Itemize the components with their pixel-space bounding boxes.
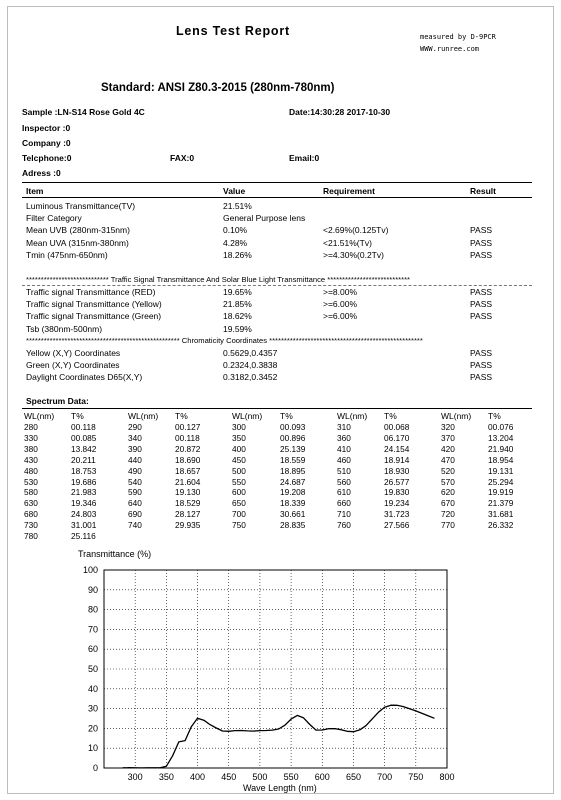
spectrum-col-header: T% bbox=[384, 411, 397, 421]
transmittance-cell: 00.118 bbox=[71, 422, 96, 432]
transmittance-cell: 24.154 bbox=[384, 443, 410, 454]
cell-result: PASS bbox=[470, 287, 493, 297]
transmittance-cell: 18.914 bbox=[384, 454, 410, 465]
y-tick-label: 70 bbox=[87, 624, 98, 635]
transmittance-cell: 19.686 bbox=[71, 476, 97, 487]
cell-result: PASS bbox=[470, 225, 493, 236]
y-tick-label: 10 bbox=[87, 743, 98, 754]
wavelength-cell: 420 bbox=[441, 443, 455, 454]
cell-item: Filter Category bbox=[26, 213, 82, 224]
transmittance-cell: 31.681 bbox=[488, 509, 514, 520]
transmittance-cell: 19.130 bbox=[175, 487, 201, 498]
col-header-requirement: Requirement bbox=[323, 186, 375, 196]
x-tick-label: 300 bbox=[127, 772, 143, 782]
cell-result: PASS bbox=[470, 237, 493, 248]
cell-item: Traffic signal Transmittance (Yellow) bbox=[26, 299, 162, 310]
transmittance-cell: 00.093 bbox=[280, 422, 306, 432]
wavelength-cell: 580 bbox=[24, 487, 38, 498]
website-label: WWW.runree.com bbox=[420, 45, 480, 53]
wavelength-cell: 650 bbox=[232, 498, 246, 509]
wavelength-cell: 370 bbox=[441, 432, 455, 443]
col-header-item: Item bbox=[26, 186, 44, 196]
transmittance-cell: 18.895 bbox=[280, 465, 306, 476]
transmittance-cell: 00.127 bbox=[175, 422, 201, 432]
transmittance-cell: 28.835 bbox=[280, 520, 306, 531]
spectrum-col-header: WL(nm) bbox=[337, 411, 368, 421]
wavelength-cell: 550 bbox=[232, 476, 246, 487]
wavelength-cell: 380 bbox=[24, 443, 38, 454]
spectrum-col-header: WL(nm) bbox=[24, 411, 55, 421]
transmittance-cell: 27.566 bbox=[384, 520, 410, 531]
spectrum-title: Spectrum Data: bbox=[26, 396, 89, 406]
spectrum-col-header: T% bbox=[175, 411, 188, 421]
cell-result: PASS bbox=[470, 348, 493, 358]
wavelength-cell: 390 bbox=[128, 443, 142, 454]
cell-item: Tsb (380nm-500nm) bbox=[26, 323, 103, 334]
wavelength-cell: 500 bbox=[232, 465, 246, 476]
wavelength-cell: 570 bbox=[441, 476, 455, 487]
wavelength-cell: 780 bbox=[24, 531, 38, 542]
chromaticity-section-header: **************************************************** Chromaticity Coordinates **************************************************** bbox=[26, 336, 423, 345]
x-tick-label: 750 bbox=[408, 772, 424, 782]
cell-item: Luminous Transmittance(TV) bbox=[26, 201, 136, 211]
transmittance-cell: 18.954 bbox=[488, 454, 514, 465]
cell-result: PASS bbox=[470, 311, 493, 322]
cell-item: Daylight Coordinates D65(X,Y) bbox=[26, 372, 143, 383]
date-field: Date:14:30:28 2017-10-30 bbox=[289, 107, 391, 117]
y-tick-label: 80 bbox=[87, 604, 98, 615]
x-tick-label: 800 bbox=[439, 772, 455, 782]
transmittance-cell: 18.529 bbox=[175, 498, 201, 509]
cell-result: PASS bbox=[470, 360, 493, 371]
wavelength-cell: 640 bbox=[128, 498, 142, 509]
telephone-field: Telcphone:0 bbox=[22, 153, 72, 163]
cell-result: PASS bbox=[470, 372, 493, 383]
cell-item: Traffic signal Transmittance (Green) bbox=[26, 311, 162, 322]
y-tick-label: 40 bbox=[87, 683, 98, 694]
x-tick-label: 550 bbox=[283, 772, 299, 782]
cell-value: 21.85% bbox=[223, 299, 252, 310]
transmittance-cell: 31.723 bbox=[384, 509, 410, 520]
wavelength-cell: 670 bbox=[441, 498, 455, 509]
transmittance-cell: 13.842 bbox=[71, 443, 97, 454]
transmittance-cell: 00.896 bbox=[280, 432, 306, 443]
transmittance-cell: 06.170 bbox=[384, 432, 410, 443]
x-tick-label: 600 bbox=[314, 772, 330, 782]
wavelength-cell: 440 bbox=[128, 454, 142, 465]
cell-value: 0.3182,0.3452 bbox=[223, 372, 278, 383]
transmittance-cell: 18.690 bbox=[175, 454, 201, 465]
wavelength-cell: 300 bbox=[232, 422, 246, 432]
cell-result: PASS bbox=[470, 299, 493, 310]
wavelength-cell: 490 bbox=[128, 465, 142, 476]
transmittance-cell: 21.604 bbox=[175, 476, 201, 487]
transmittance-cell: 19.131 bbox=[488, 465, 514, 476]
wavelength-cell: 410 bbox=[337, 443, 351, 454]
transmittance-cell: 00.085 bbox=[71, 432, 97, 443]
cell-item: Tmin (475nm-650nm) bbox=[26, 249, 108, 260]
transmittance-cell: 21.940 bbox=[488, 443, 514, 454]
wavelength-cell: 770 bbox=[441, 520, 455, 531]
transmittance-cell: 31.001 bbox=[71, 520, 97, 531]
spectrum-col-header: T% bbox=[280, 411, 293, 421]
transmittance-cell: 29.935 bbox=[175, 520, 201, 531]
cell-item: Mean UVA (315nm-380nm) bbox=[26, 237, 129, 248]
transmittance-cell: 20.872 bbox=[175, 443, 201, 454]
y-tick-label: 20 bbox=[87, 723, 98, 734]
transmittance-cell: 21.379 bbox=[488, 498, 514, 509]
cell-value: 21.51% bbox=[223, 201, 252, 211]
wavelength-cell: 620 bbox=[441, 487, 455, 498]
report-title: Lens Test Report bbox=[176, 24, 290, 38]
transmittance-cell: 18.753 bbox=[71, 465, 97, 476]
wavelength-cell: 330 bbox=[24, 432, 38, 443]
col-header-value: Value bbox=[223, 186, 246, 196]
measured-by-label: measured by D-9PCR bbox=[420, 33, 496, 41]
transmittance-cell: 18.657 bbox=[175, 465, 201, 476]
spectrum-col-header: T% bbox=[488, 411, 501, 421]
y-tick-label: 30 bbox=[87, 703, 98, 714]
wavelength-cell: 510 bbox=[337, 465, 351, 476]
transmittance-cell: 28.127 bbox=[175, 509, 201, 520]
y-tick-label: 100 bbox=[82, 565, 98, 575]
wavelength-cell: 280 bbox=[24, 422, 38, 432]
x-tick-label: 350 bbox=[158, 772, 174, 782]
address-field: Adress :0 bbox=[22, 168, 61, 178]
transmittance-cell: 00.118 bbox=[175, 432, 200, 443]
transmittance-cell: 26.332 bbox=[488, 520, 514, 531]
transmittance-cell: 18.559 bbox=[280, 454, 306, 465]
cell-value: General Purpose lens bbox=[223, 213, 306, 224]
x-tick-label: 450 bbox=[221, 772, 237, 782]
transmittance-cell: 21.983 bbox=[71, 487, 97, 498]
cell-value: 19.59% bbox=[223, 323, 252, 334]
transmittance-cell: 25.294 bbox=[488, 476, 514, 487]
wavelength-cell: 540 bbox=[128, 476, 142, 487]
transmittance-cell: 00.076 bbox=[488, 422, 514, 432]
inspector-field: Inspector :0 bbox=[22, 123, 71, 133]
wavelength-cell: 320 bbox=[441, 422, 455, 432]
y-tick-label: 0 bbox=[92, 763, 98, 773]
transmittance-cell: 19.830 bbox=[384, 487, 410, 498]
cell-req: >=8.00% bbox=[323, 287, 358, 297]
y-axis-label: Transmittance (%) bbox=[78, 549, 152, 559]
transmittance-cell: 24.687 bbox=[280, 476, 306, 487]
spectrum-col-header: WL(nm) bbox=[441, 411, 472, 421]
transmittance-cell: 20.211 bbox=[71, 454, 96, 465]
wavelength-cell: 740 bbox=[128, 520, 142, 531]
wavelength-cell: 590 bbox=[128, 487, 142, 498]
wavelength-cell: 630 bbox=[24, 498, 38, 509]
wavelength-cell: 600 bbox=[232, 487, 246, 498]
x-tick-label: 400 bbox=[190, 772, 206, 782]
cell-req: >=6.00% bbox=[323, 311, 358, 322]
transmittance-cell: 13.204 bbox=[488, 432, 514, 443]
x-tick-label: 500 bbox=[252, 772, 268, 782]
wavelength-cell: 470 bbox=[441, 454, 455, 465]
transmittance-cell: 26.577 bbox=[384, 476, 410, 487]
wavelength-cell: 480 bbox=[24, 465, 38, 476]
transmittance-cell: 19.234 bbox=[384, 498, 410, 509]
x-tick-label: 650 bbox=[345, 772, 361, 782]
transmittance-cell: 25.116 bbox=[71, 531, 96, 542]
traffic-section-header: **************************** Traffic Signal Transmittance And Solar Blue Light Transmittance **************************** bbox=[26, 275, 410, 284]
y-tick-label: 90 bbox=[87, 584, 98, 595]
transmittance-cell: 19.346 bbox=[71, 498, 97, 509]
wavelength-cell: 350 bbox=[232, 432, 246, 443]
wavelength-cell: 340 bbox=[128, 432, 142, 443]
spectrum-col-header: WL(nm) bbox=[128, 411, 159, 421]
wavelength-cell: 610 bbox=[337, 487, 351, 498]
wavelength-cell: 430 bbox=[24, 454, 38, 465]
transmittance-cell: 19.208 bbox=[280, 487, 306, 498]
wavelength-cell: 450 bbox=[232, 454, 246, 465]
cell-item: Mean UVB (280nm-315nm) bbox=[26, 225, 130, 236]
wavelength-cell: 680 bbox=[24, 509, 38, 520]
wavelength-cell: 690 bbox=[128, 509, 142, 520]
cell-req: >=4.30%(0.2Tv) bbox=[323, 249, 384, 260]
cell-item: Traffic signal Transmittance (RED) bbox=[26, 287, 156, 297]
y-tick-label: 50 bbox=[87, 664, 98, 674]
wavelength-cell: 310 bbox=[337, 422, 351, 432]
wavelength-cell: 750 bbox=[232, 520, 246, 531]
col-header-result: Result bbox=[470, 186, 496, 196]
wavelength-cell: 460 bbox=[337, 454, 351, 465]
cell-result: PASS bbox=[470, 249, 493, 260]
cell-req: <2.69%(0.125Tv) bbox=[323, 225, 389, 236]
cell-item: Green (X,Y) Coordinates bbox=[26, 360, 120, 371]
wavelength-cell: 730 bbox=[24, 520, 38, 531]
cell-value: 0.5629,0.4357 bbox=[223, 348, 278, 358]
wavelength-cell: 520 bbox=[441, 465, 455, 476]
wavelength-cell: 560 bbox=[337, 476, 351, 487]
transmittance-cell: 18.930 bbox=[384, 465, 410, 476]
wavelength-cell: 710 bbox=[337, 509, 351, 520]
transmittance-cell: 25.139 bbox=[280, 443, 306, 454]
fax-field: FAX:0 bbox=[170, 153, 195, 163]
transmittance-cell: 00.068 bbox=[384, 422, 410, 432]
cell-value: 0.2324,0.3838 bbox=[223, 360, 278, 371]
sample-field: Sample :LN-S14 Rose Gold 4C bbox=[22, 107, 145, 117]
cell-item: Yellow (X,Y) Coordinates bbox=[26, 348, 121, 358]
wavelength-cell: 760 bbox=[337, 520, 351, 531]
x-tick-label: 700 bbox=[377, 772, 393, 782]
standard-heading: Standard: ANSI Z80.3-2015 (280nm-780nm) bbox=[101, 82, 335, 94]
transmittance-cell: 19.919 bbox=[488, 487, 514, 498]
cell-req: >=6.00% bbox=[323, 299, 358, 310]
wavelength-cell: 400 bbox=[232, 443, 246, 454]
wavelength-cell: 530 bbox=[24, 476, 38, 487]
wavelength-cell: 290 bbox=[128, 422, 142, 432]
wavelength-cell: 720 bbox=[441, 509, 455, 520]
cell-value: 4.28% bbox=[223, 237, 248, 248]
y-tick-label: 60 bbox=[87, 644, 98, 655]
wavelength-cell: 360 bbox=[337, 432, 351, 443]
email-field: Email:0 bbox=[289, 153, 320, 163]
x-axis-label: Wave Length (nm) bbox=[243, 783, 317, 793]
transmittance-cell: 30.661 bbox=[280, 509, 306, 520]
transmittance-cell: 24.803 bbox=[71, 509, 97, 520]
cell-value: 19.65% bbox=[223, 287, 252, 297]
cell-req: <21.51%(Tv) bbox=[323, 237, 372, 248]
cell-value: 18.26% bbox=[223, 249, 252, 260]
wavelength-cell: 660 bbox=[337, 498, 351, 509]
cell-value: 18.62% bbox=[223, 311, 252, 322]
spectrum-col-header: T% bbox=[71, 411, 84, 421]
wavelength-cell: 700 bbox=[232, 509, 246, 520]
company-field: Company :0 bbox=[22, 138, 71, 148]
cell-value: 0.10% bbox=[223, 225, 248, 236]
transmittance-cell: 18.339 bbox=[280, 498, 306, 509]
spectrum-col-header: WL(nm) bbox=[232, 411, 263, 421]
